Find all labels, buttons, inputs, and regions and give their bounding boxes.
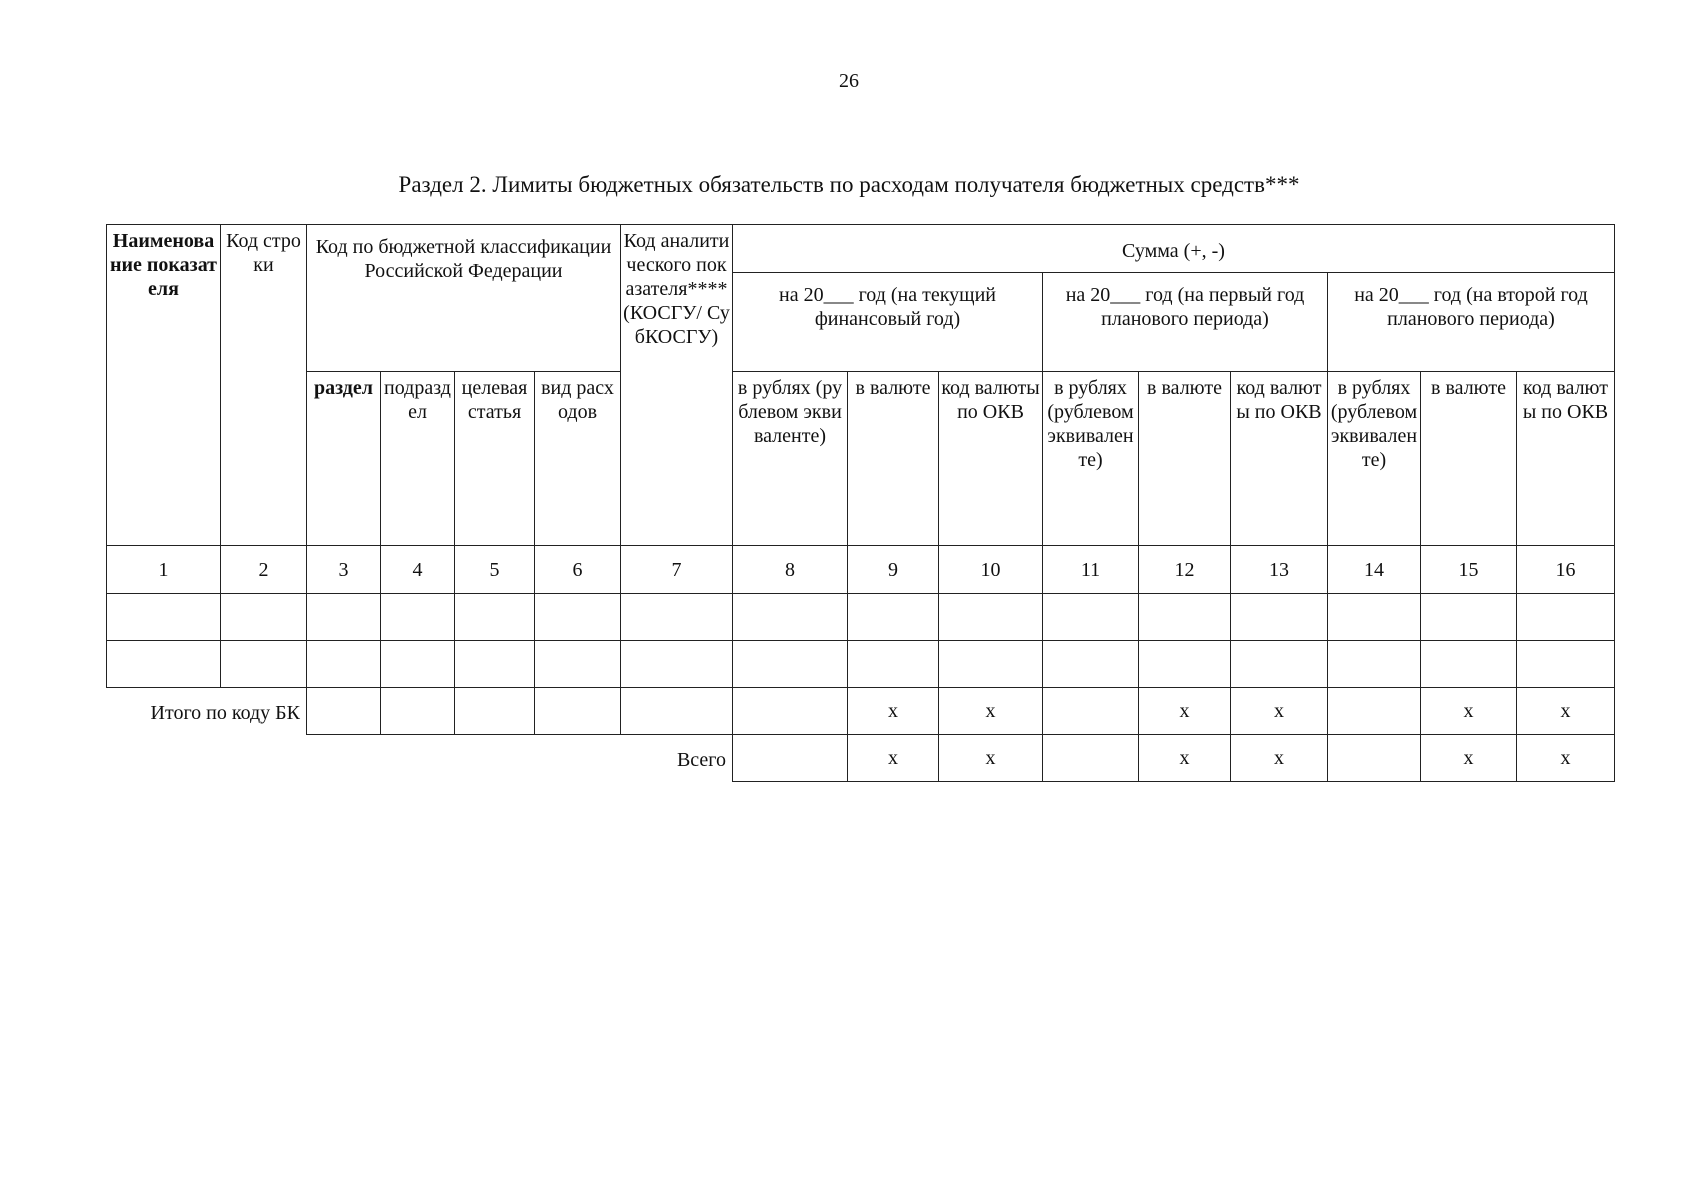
column-number: 9 — [848, 546, 939, 594]
grand-total-row — [107, 735, 1615, 782]
table-cell — [307, 594, 381, 641]
column-number: 12 — [1139, 546, 1231, 594]
table-cell — [1043, 735, 1139, 782]
table-cell — [733, 641, 848, 688]
column-number: 5 — [455, 546, 535, 594]
x-mark: x — [1421, 735, 1517, 782]
header-row-code: Код строки — [221, 225, 307, 546]
header-currency-second: в валюте — [1421, 372, 1517, 546]
column-number: 4 — [381, 546, 455, 594]
table-cell — [307, 688, 381, 735]
column-number: 13 — [1231, 546, 1328, 594]
header-subsection: подраздел — [381, 372, 455, 546]
table-cell — [1043, 641, 1139, 688]
table-cell — [535, 594, 621, 641]
header-rub-second: в рублях (рублевом эквиваленте) — [1328, 372, 1421, 546]
table-cell — [621, 641, 733, 688]
table-cell — [1043, 688, 1139, 735]
x-mark: x — [848, 735, 939, 782]
header-rub-first: в рублях (рублевом эквиваленте) — [1043, 372, 1139, 546]
table-cell — [1328, 594, 1421, 641]
header-currency-first: в валюте — [1139, 372, 1231, 546]
table-cell — [535, 688, 621, 735]
column-number: 16 — [1517, 546, 1615, 594]
table-cell — [1421, 594, 1517, 641]
header-period-first: на 20___ год (на первый год планового периода) — [1043, 273, 1328, 372]
table-cell — [733, 594, 848, 641]
table-cell — [1517, 641, 1615, 688]
x-mark: x — [1139, 688, 1231, 735]
table-cell — [381, 688, 455, 735]
table-cell — [221, 594, 307, 641]
header-currency-code-second: код валюты по ОКВ — [1517, 372, 1615, 546]
total-by-bk-row — [107, 688, 1615, 735]
x-mark: x — [1139, 735, 1231, 782]
table-cell — [1231, 594, 1328, 641]
limits-table — [106, 224, 1615, 782]
column-number: 11 — [1043, 546, 1139, 594]
page-number: 26 — [839, 70, 859, 92]
table-cell — [1328, 735, 1421, 782]
column-number: 15 — [1421, 546, 1517, 594]
column-number: 1 — [107, 546, 221, 594]
table-cell — [1517, 594, 1615, 641]
table-cell — [455, 688, 535, 735]
table-cell — [307, 641, 381, 688]
table-cell — [848, 594, 939, 641]
column-number: 14 — [1328, 546, 1421, 594]
table-cell — [381, 594, 455, 641]
table-cell — [1231, 641, 1328, 688]
x-mark: x — [1231, 735, 1328, 782]
table-cell — [381, 641, 455, 688]
header-analytic-code: Код аналитического показателя**** (КОСГУ/ СубКОСГУ) — [621, 225, 733, 546]
table-cell — [733, 688, 848, 735]
column-number: 10 — [939, 546, 1043, 594]
column-number: 3 — [307, 546, 381, 594]
table-cell — [1139, 641, 1231, 688]
header-expense-type: вид расходов — [535, 372, 621, 546]
table-cell — [455, 594, 535, 641]
header-indicator-name: Наименование показателя — [107, 225, 221, 546]
grand-total-label: Всего — [676, 749, 726, 772]
table-cell — [939, 641, 1043, 688]
table-cell — [733, 735, 848, 782]
x-mark: x — [1517, 688, 1615, 735]
column-number: 2 — [221, 546, 307, 594]
x-mark: x — [848, 688, 939, 735]
table-cell — [455, 641, 535, 688]
total-by-bk-label: Итого по коду БК — [107, 688, 307, 735]
table-cell — [107, 641, 221, 688]
table-row — [107, 641, 1615, 688]
table-cell — [1328, 641, 1421, 688]
table-cell — [535, 641, 621, 688]
column-number: 7 — [621, 546, 733, 594]
table-cell — [939, 594, 1043, 641]
header-section: раздел — [307, 372, 381, 546]
header-currency-code-current: код валюты по ОКВ — [939, 372, 1043, 546]
x-mark: x — [1517, 735, 1615, 782]
x-mark: x — [1421, 688, 1517, 735]
header-period-second: на 20___ год (на второй год планового периода) — [1328, 273, 1615, 372]
column-number: 6 — [535, 546, 621, 594]
x-mark: x — [939, 735, 1043, 782]
table-row — [107, 594, 1615, 641]
table-cell — [621, 594, 733, 641]
table-cell — [848, 641, 939, 688]
x-mark: x — [939, 688, 1043, 735]
table-cell — [1421, 641, 1517, 688]
table-cell — [1328, 688, 1421, 735]
table-cell — [221, 641, 307, 688]
table-cell — [621, 688, 733, 735]
column-number: 8 — [733, 546, 848, 594]
header-currency-current: в валюте — [848, 372, 939, 546]
header-budget-classification: Код по бюджетной классификации Российской Федерации — [307, 225, 621, 372]
x-mark: x — [1231, 688, 1328, 735]
table-cell — [107, 594, 221, 641]
header-target-article: целевая статья — [455, 372, 535, 546]
table-cell — [1043, 594, 1139, 641]
section-title: Раздел 2. Лимиты бюджетных обязательств по расходам получателя бюджетных средств*** — [398, 172, 1300, 197]
table-cell — [1139, 594, 1231, 641]
header-currency-code-first: код валюты по ОКВ — [1231, 372, 1328, 546]
header-sum: Сумма (+, -) — [733, 225, 1615, 273]
header-period-current: на 20___ год (на текущий финансовый год) — [733, 273, 1043, 372]
header-rub-current: в рублях (рублевом эквиваленте) — [733, 372, 848, 546]
